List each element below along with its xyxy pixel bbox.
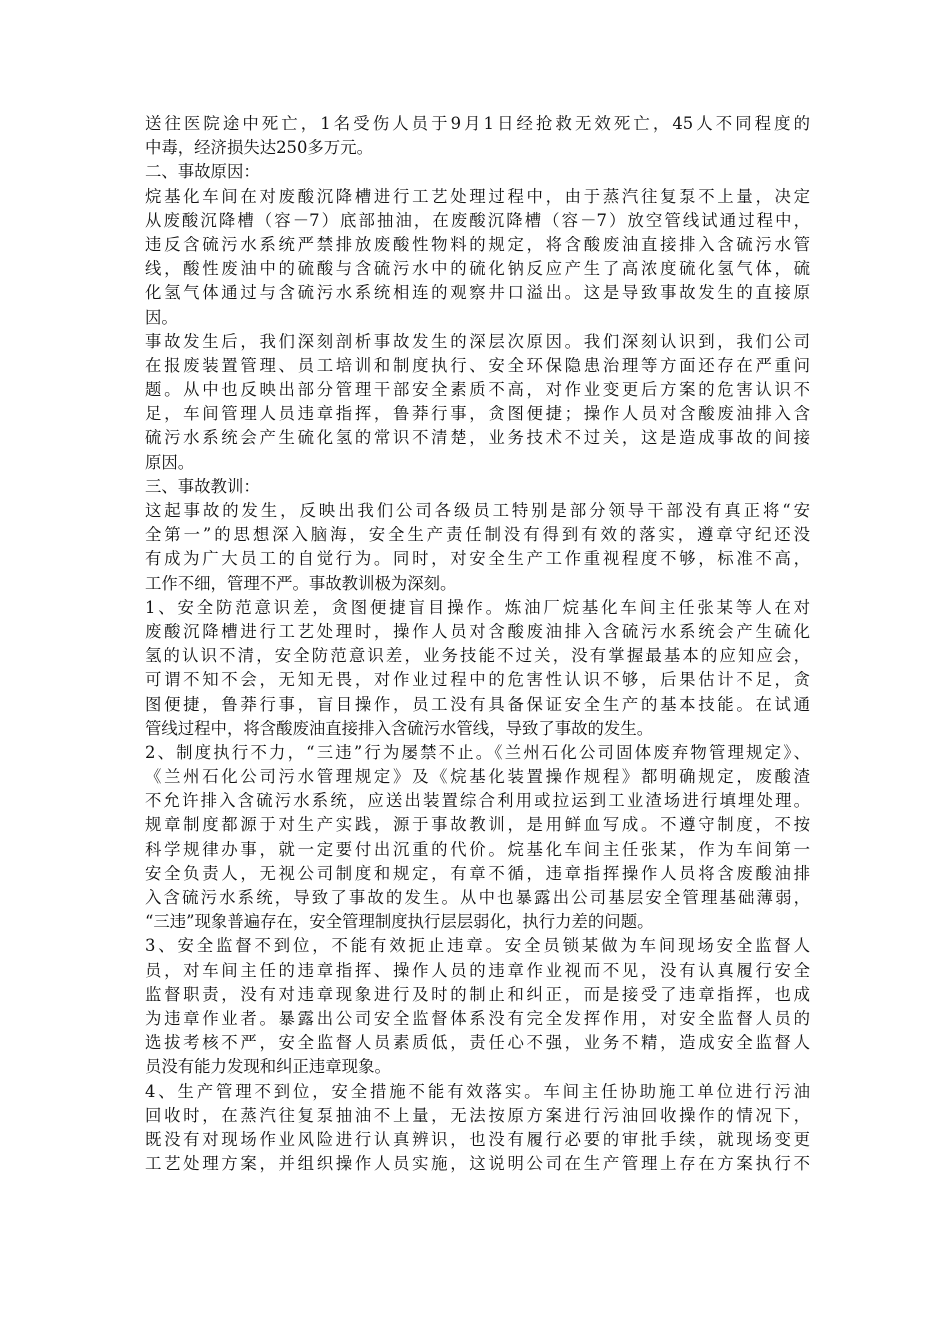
text-line: 规章制度都源于对生产实践，源于事故教训，是用鲜血写成。不遵守制度，不按: [145, 815, 810, 835]
text-line: 有成为广大员工的自觉行为。同时，对安全生产工作重视程度不够，标准不高，: [145, 549, 810, 569]
text-line: 员，对车间主任的违章指挥、操作人员的违章作业视而不见，没有认真履行安全: [145, 960, 810, 980]
text-line: 1、安全防范意识差，贪图便捷盲目操作。炼油厂烷基化车间主任张某等人在对: [145, 597, 810, 617]
text-line: 管线过程中，将含酸废油直接排入含硫污水管线，导致了事故的发生。: [145, 718, 654, 738]
text-line: 4、生产管理不到位，安全措施不能有效落实。车间主任协助施工单位进行污油: [145, 1081, 810, 1101]
text-line: 选拔考核不严，安全监督人员素质低，责任心不强，业务不精，造成安全监督人: [145, 1033, 810, 1053]
text-line: 事故发生后，我们深刻剖析事故发生的深层次原因。我们深刻认识到，我们公司: [145, 331, 810, 351]
text-line: 为违章作业者。暴露出公司安全监督体系没有完全发挥作用，对安全监督人员的: [145, 1008, 810, 1028]
text-line: 中毒，经济损失达250多万元。: [145, 138, 373, 158]
text-line: 科学规律办事，就一定要付出沉重的代价。烷基化车间主任张某，作为车间第一: [145, 839, 810, 859]
text-line: 安全负责人，无视公司制度和规定，有章不循，违章指挥操作人员将含废酸油排: [145, 863, 810, 883]
text-line: 入含硫污水系统，导致了事故的发生。从中也暴露出公司基层安全管理基础薄弱，: [145, 888, 810, 907]
text-line: 工艺处理方案，并组织操作人员实施，这说明公司在生产管理上存在方案执行不: [145, 1154, 810, 1174]
text-line: 监督职责，没有对违章现象进行及时的制止和纠正，而是接受了违章指挥，也成: [145, 984, 810, 1004]
text-line: 违反含硫污水系统严禁排放废酸性物料的规定，将含酸废油直接排入含硫污水管: [145, 234, 810, 254]
text-line: 原因。: [145, 452, 195, 472]
document-page: [145, 112, 810, 1176]
text-line: 硫污水系统会产生硫化氢的常识不清楚，业务技术不过关，这是造成事故的间接: [145, 428, 810, 448]
text-line: 烷基化车间在对废酸沉降槽进行工艺处理过程中，由于蒸汽往复泵不上量，决定: [145, 186, 810, 206]
text-line: 既没有对现场作业风险进行认真辨识，也没有履行必要的审批手续，就现场变更: [145, 1129, 810, 1149]
text-line: 足，车间管理人员违章指挥，鲁莽行事，贪图便捷；操作人员对含酸废油排入含: [145, 404, 810, 424]
text-line: 不允许排入含硫污水系统，应送出装置综合利用或拉运到工业渣场进行填埋处理。: [145, 791, 810, 811]
text-line: 全第一”的思想深入脑海，安全生产责任制没有得到有效的落实，遵章守纪还没: [145, 525, 810, 545]
text-line: “三违”现象普遍存在，安全管理制度执行层层弱化，执行力差的问题。: [145, 912, 654, 932]
text-line: 图便捷，鲁莽行事，盲目操作，员工没有具备保证安全生产的基本技能。在试通: [145, 694, 810, 714]
text-line: 员没有能力发现和纠正违章现象。: [145, 1057, 391, 1077]
text-line: 这起事故的发生，反映出我们公司各级员工特别是部分领导干部没有真正将“安: [145, 501, 810, 520]
text-line: 可谓不知不会，无知无畏，对作业过程中的危害性认识不够，后果估计不足，贪: [145, 670, 810, 690]
text-line: 氢的认识不清，安全防范意识差，业务技能不过关，没有掌握最基本的应知应会，: [145, 646, 810, 666]
text-line: 送往医院途中死亡，1名受伤人员于9月1日经抢救无效死亡，45人不同程度的: [145, 114, 810, 133]
text-line: 二、事故原因：: [145, 162, 260, 182]
text-line: 因。: [145, 307, 178, 327]
text-line: 《兰州石化公司污水管理规定》及《烷基化装置操作规程》都明确规定，废酸渣: [145, 767, 810, 787]
text-line: 3、安全监督不到位，不能有效扼止违章。安全员锁某做为车间现场安全监督人: [145, 936, 810, 956]
text-line: 2、制度执行不力，“三违”行为屡禁不止。《兰州石化公司固体废弃物管理规定》、: [145, 742, 810, 762]
text-line: 废酸沉降槽进行工艺处理时，操作人员对含酸废油排入含硫污水系统会产生硫化: [145, 621, 810, 641]
text-line: 从废酸沉降槽（容－7）底部抽油，在废酸沉降槽（容－7）放空管线试通过程中，: [145, 210, 810, 230]
text-line: 回收时，在蒸汽往复泵抽油不上量，无法按原方案进行污油回收操作的情况下，: [145, 1105, 810, 1125]
text-line: 线，酸性废油中的硫酸与含硫污水中的硫化钠反应产生了高浓度硫化氢气体，硫: [145, 259, 810, 279]
text-line: 三、事故教训：: [145, 476, 260, 496]
text-line: 工作不细，管理不严。事故教训极为深刻。: [145, 573, 457, 593]
text-line: 在报废装置管理、员工培训和制度执行、安全环保隐患治理等方面还存在严重问: [145, 355, 810, 375]
text-line: 化氢气体通过与含硫污水系统相连的观察井口溢出。这是导致事故发生的直接原: [145, 283, 810, 303]
text-line: 题。从中也反映出部分管理干部安全素质不高，对作业变更后方案的危害认识不: [145, 380, 810, 400]
